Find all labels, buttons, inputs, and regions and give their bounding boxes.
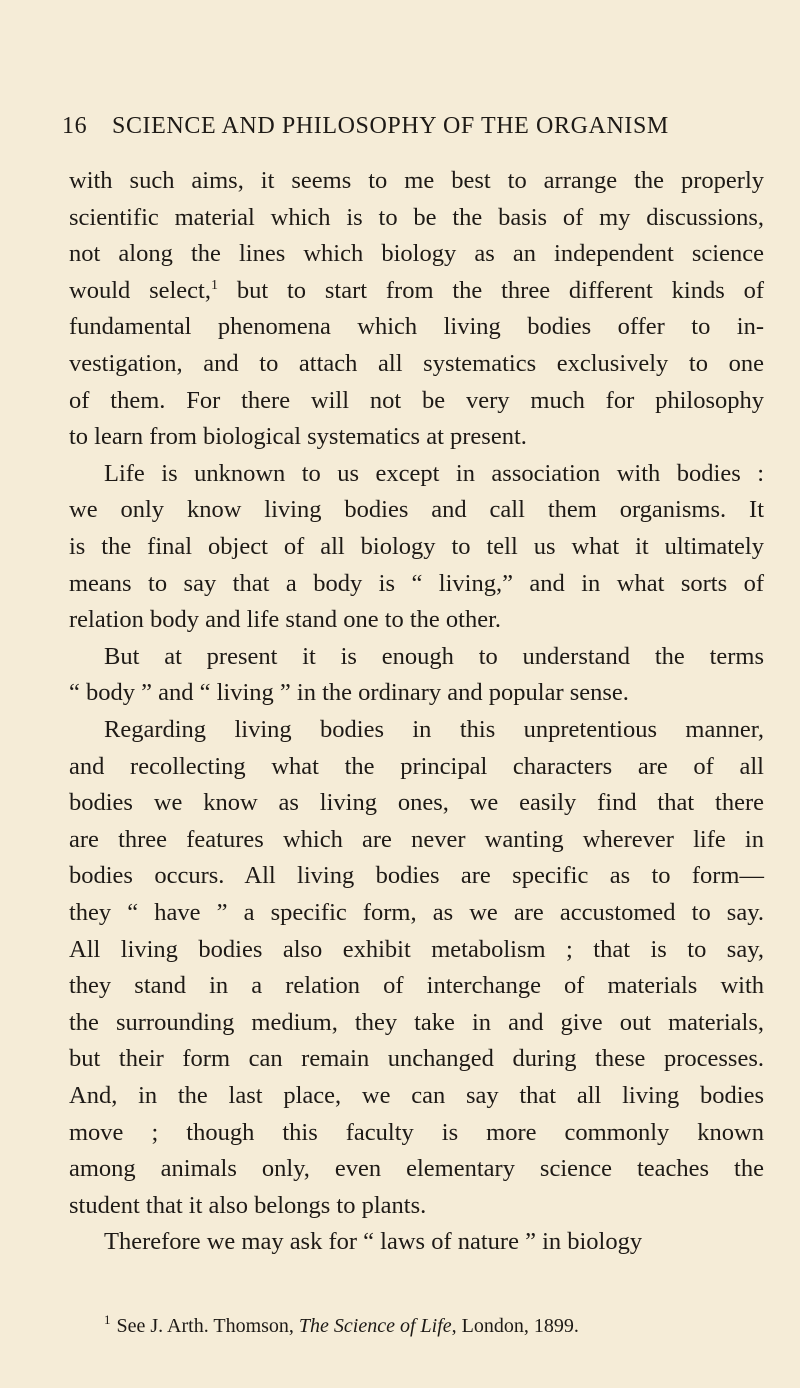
text-line: is the final object of all biology to tell us what it ultimately (69, 533, 764, 560)
text-line: Regarding living bodies in this unpretentious manner, (104, 716, 764, 743)
footnote (104, 1312, 684, 1340)
text-line: And, in the last place, we can say that all living bodies (69, 1082, 764, 1109)
text-line: the surrounding medium, they take in and give out materials, (69, 1008, 764, 1036)
text-fragment: would select, (69, 276, 211, 304)
running-head: SCIENCE AND PHILOSOPHY OF THE ORGANISM (112, 113, 669, 139)
text-line: But at present it is enough to understand the terms (104, 642, 764, 670)
text-line: relation body and life stand one to the other. (69, 606, 502, 634)
text-line: scientific material which is to be the basis of my discussions, (69, 203, 764, 231)
text-line: with such aims, it seems to me best to arrange the properly (69, 167, 764, 194)
page-number: 16 (62, 113, 88, 139)
text-line: All living bodies also exhibit metabolism ; that is to say, (69, 935, 764, 963)
footnote-reference: 1 (210, 277, 218, 293)
text-line: but their form can remain unchanged during these processes. (69, 1045, 764, 1073)
text-line: bodies occurs. All living bodies are specific as to form— (69, 862, 764, 890)
text-line: fundamental phenomena which living bodies offer to in- (69, 313, 764, 341)
text-line: “ body ” and “ living ” in the ordinary and popular sense. (69, 679, 629, 707)
footnote-text: See J. Arth. Thomson, (116, 1315, 294, 1337)
text-line: they “ have ” a specific form, as we are accustomed to say. (69, 899, 764, 926)
text-line: among animals only, even elementary science teaches the (69, 1155, 764, 1183)
text-line: are three features which are never wanting wherever life in (69, 825, 764, 853)
text-fragment: but to start from the three different kinds of (236, 276, 764, 304)
text-line: not along the lines which biology as an independent science (69, 240, 764, 268)
text-line: vestigation, and to attach all systematics exclusively to one (69, 350, 764, 377)
text-line: we only know living bodies and call them organisms. It (69, 496, 764, 524)
text-line: means to say that a body is “ living,” and in what sorts of (69, 569, 764, 597)
page-header (62, 113, 752, 153)
text-line (69, 274, 764, 308)
text-line: Life is unknown to us except in association with bodies : (104, 459, 764, 487)
text-line: move ; though this faculty is more commonly known (69, 1118, 764, 1146)
text-line: Therefore we may ask for “ laws of nature ” in biology (104, 1228, 643, 1256)
text-line: they stand in a relation of interchange of materials with (69, 972, 764, 1000)
text-line: of them. For there will not be very much for philosophy (69, 386, 764, 414)
text-line: and recollecting what the principal characters are of all (69, 752, 764, 780)
footnote-text-end: , London, 1899. (451, 1315, 579, 1337)
footnote-book-title: The Science of Life (298, 1315, 452, 1337)
text-line: student that it also belongs to plants. (69, 1191, 427, 1219)
footnote-mark: 1 (104, 1312, 111, 1328)
text-line: to learn from biological systematics at present. (69, 423, 527, 451)
text-line: bodies we know as living ones, we easily find that there (69, 789, 764, 817)
